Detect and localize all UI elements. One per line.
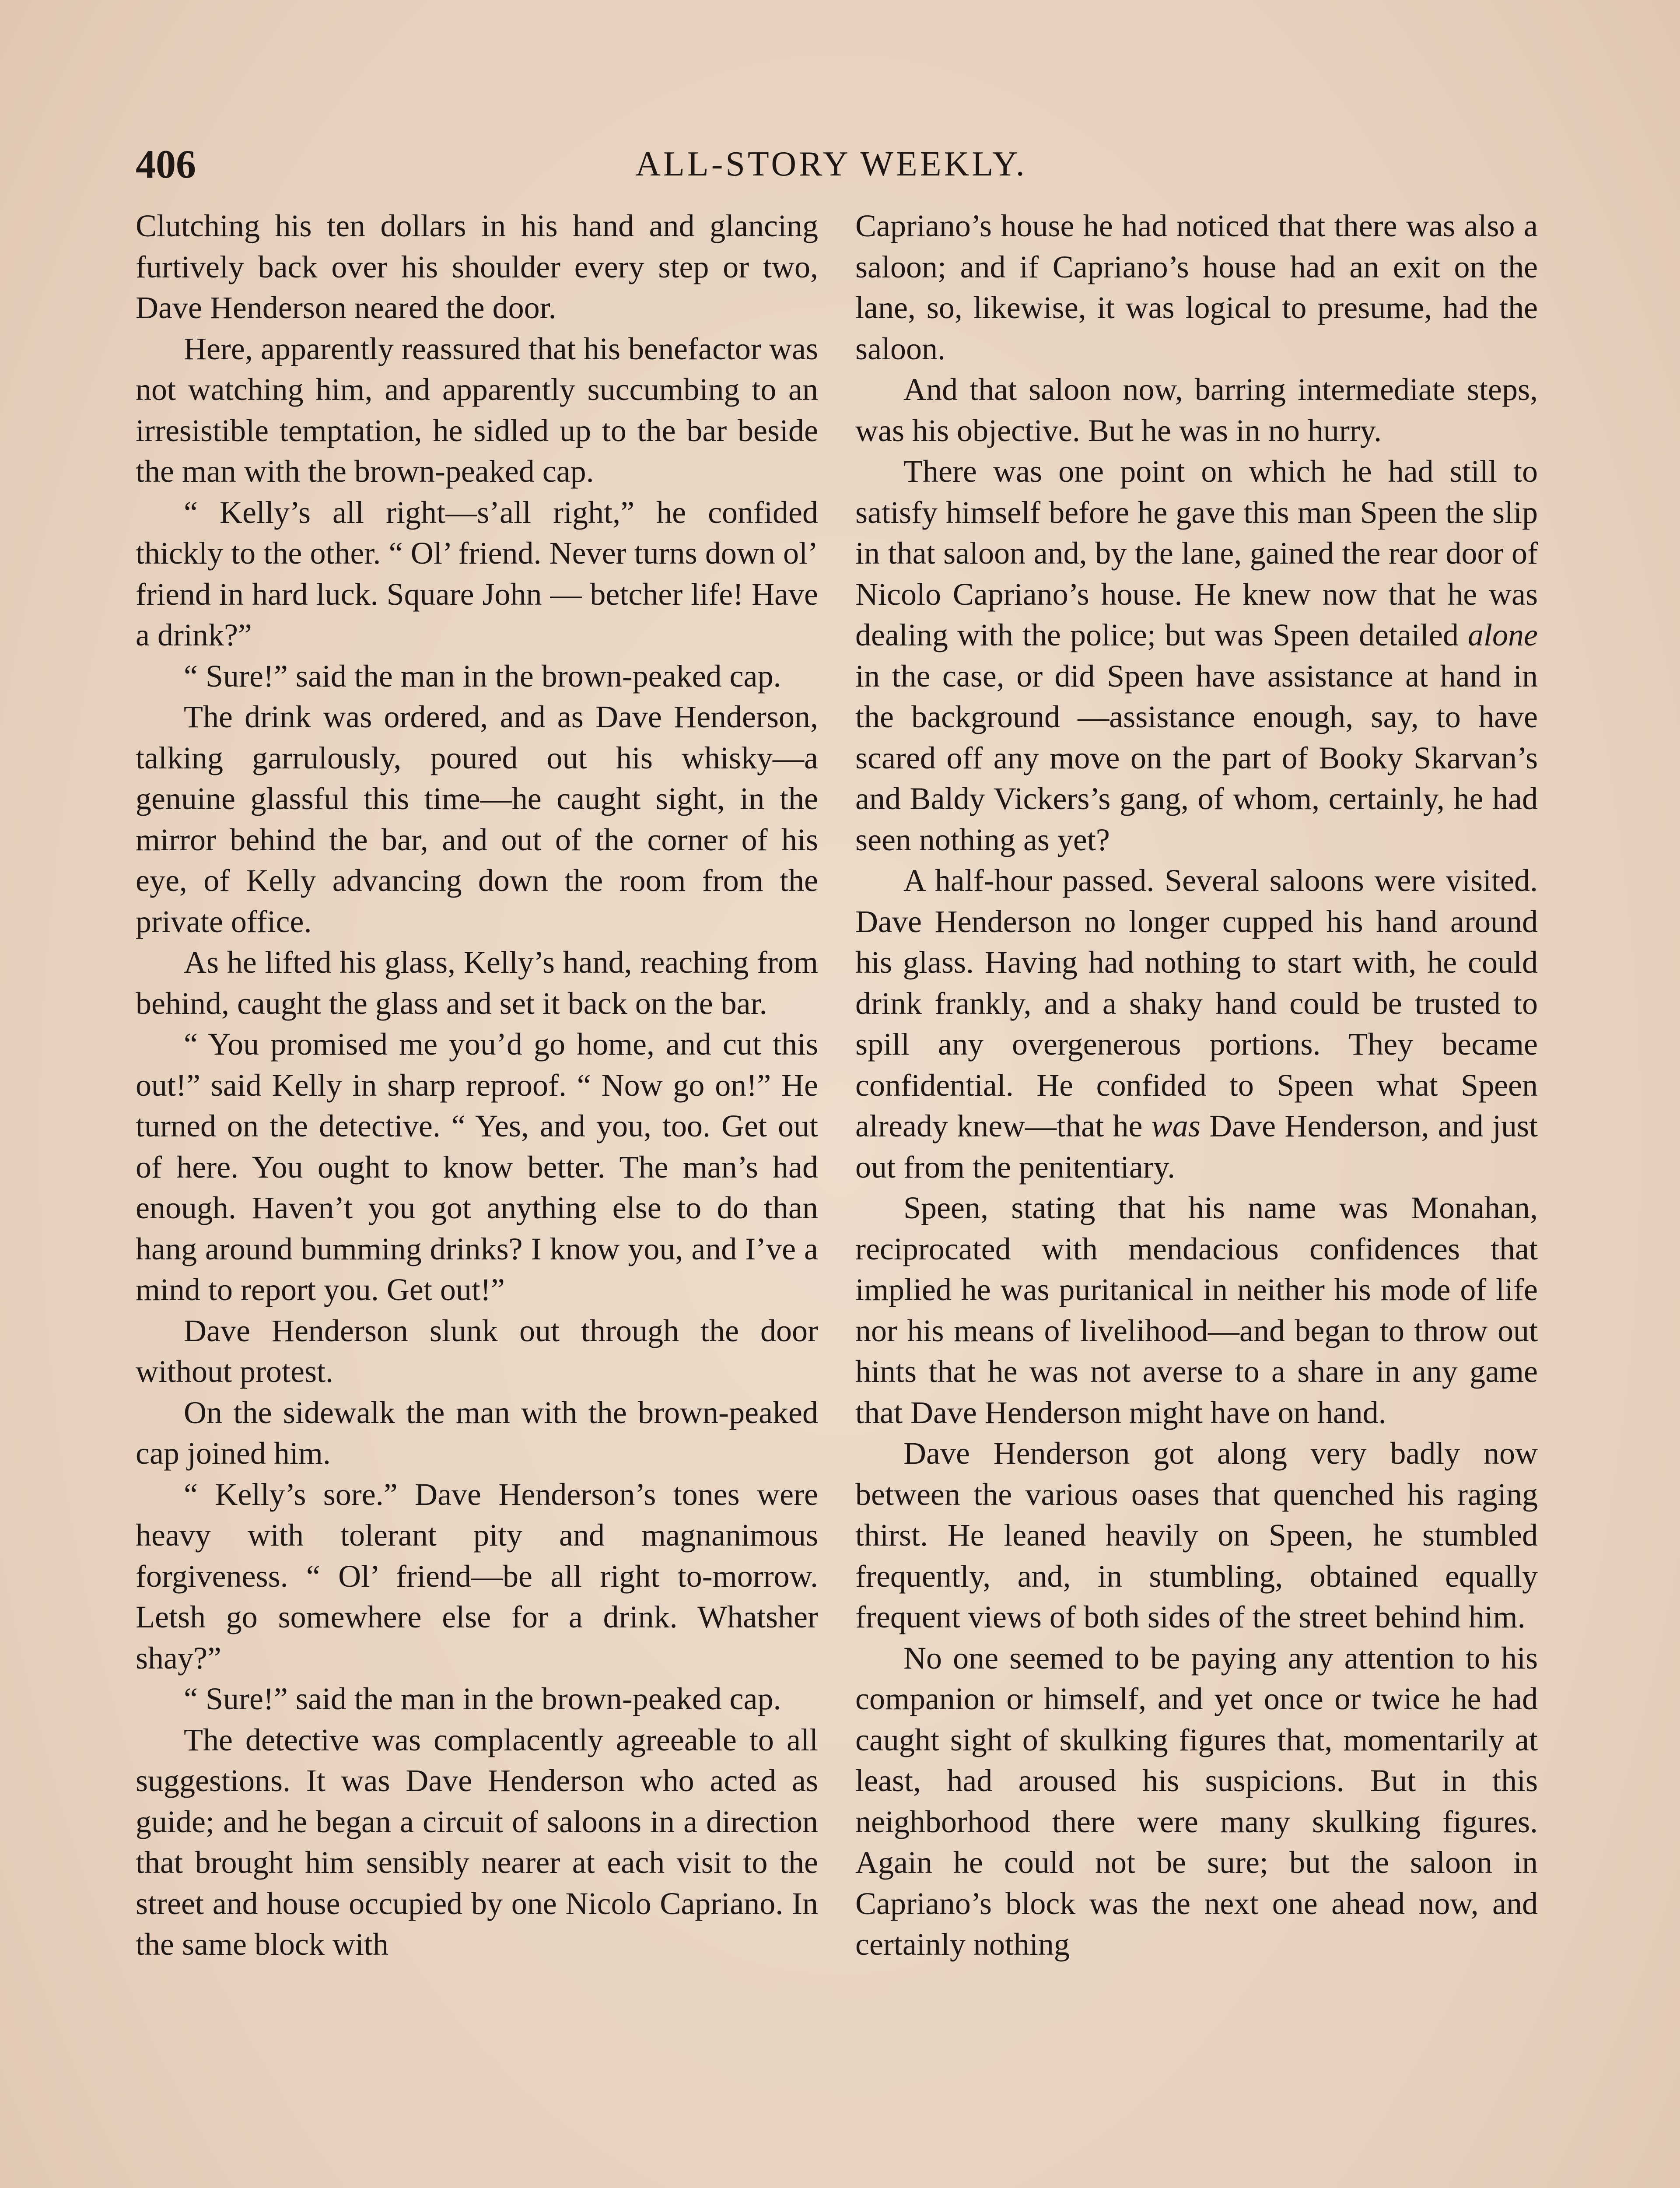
page-number: 406 bbox=[136, 142, 196, 186]
paragraph bbox=[855, 451, 1538, 860]
emphasis: was bbox=[1151, 1108, 1200, 1143]
paragraph: “ Kelly’s all right—s’all right,” he confided thickly to the other. “ Ol’ friend. Never turns down ol’ friend in hard luck. Square John — betcher life! Have a drink?” bbox=[136, 494, 818, 652]
right-column bbox=[855, 206, 1538, 2188]
paragraph bbox=[855, 860, 1538, 1188]
text-run: in the case, or did Speen have assistance at hand in the background —assistance enough, say, to have scared off any move on the part of Booky Skarvan’s and Baldy Vickers’s gang, of whom, certainly, he had seen nothing as yet? bbox=[855, 658, 1538, 857]
left-column bbox=[136, 206, 818, 2188]
text-run: Dave Henderson, and just out from the penitentiary. bbox=[855, 1108, 1538, 1185]
paragraph: “ Kelly’s sore.” Dave Henderson’s tones were heavy with tolerant pity and magnanimous forgiveness. “ Ol’ friend—be all right to-morrow. Letsh go somewhere else for a drink. Whatsher shay?” bbox=[136, 1476, 818, 1676]
text-run: A half-hour passed. Several saloons were visited. Dave Henderson no longer cupped his hand around his glass. Having had nothing to start with, he could drink frankly, and a shaky hand could be trusted to spill any overgenerous portions. They became confidential. He confided to Speen what Speen already knew—that he bbox=[855, 863, 1538, 1143]
paragraph: No one seemed to be paying any attention to his companion or himself, and yet once or twice he had caught sight of skulking figures that, momentarily at least, had aroused his suspicions. But in this neighborhood there were many skulking figures. Again he could not be sure; but the saloon in Capriano’s block was the next one ahead now, and certainly nothing bbox=[855, 1640, 1538, 1962]
paragraph: The detective was complacently agreeable to all suggestions. It was Dave Henderson who acted as guide; and he began a circuit of saloons in a direction that brought him sensibly nearer at each visit to the street and house occupied by one Nicolo Capriano. In the same block with bbox=[136, 1722, 818, 1962]
page-header bbox=[136, 131, 1527, 197]
paragraph: And that saloon now, barring intermediate steps, was his objective. But he was in no hurry. bbox=[855, 372, 1538, 448]
paragraph: As he lifted his glass, Kelly’s hand, reaching from behind, caught the glass and set it back on the bar. bbox=[136, 945, 818, 1021]
paragraph: The drink was ordered, and as Dave Henderson, talking garrulously, poured out his whisky—a genuine glassful this time—he caught sight, in the mirror behind the bar, and out of the corner of his eye, of Kelly advancing down the room from the private office. bbox=[136, 699, 818, 939]
paragraph: Dave Henderson slunk out through the door without protest. bbox=[136, 1313, 818, 1389]
paragraph: “ Sure!” said the man in the brown-peaked cap. bbox=[184, 658, 781, 694]
paragraph: Speen, stating that his name was Monahan, reciprocated with mendacious confidences that implied he was puritanical in neither his mode of life nor his means of livelihood—and began to throw out hints that he was not averse to a share in any game that Dave Henderson might have on hand. bbox=[855, 1190, 1538, 1430]
paragraph: Capriano’s house he had noticed that there was also a saloon; and if Capriano’s house had an exit on the lane, so, likewise, it was logical to presume, had the saloon. bbox=[855, 208, 1538, 366]
paragraph: “ You promised me you’d go home, and cut this out!” said Kelly in sharp reproof. “ Now go on!” He turned on the detective. “ Yes, and you, too. Get out of here. You ought to know better. The man’s had enough. Haven’t you got anything else to do than hang around bumming drinks? I know you, and I’ve a mind to report you. Get out!” bbox=[136, 1027, 818, 1307]
paragraph: Here, apparently reassured that his benefactor was not watching him, and apparently succumbing to an irresistible temptation, he sidled up to the bar beside the man with the brown-peaked cap. bbox=[136, 331, 818, 489]
text-run: There was one point on which he had still to satisfy himself before he gave this man Speen the slip in that saloon and, by the lane, gained the rear door of Nicolo Capriano’s house. He knew now that he was dealing with the police; but was Speen detailed bbox=[855, 454, 1538, 652]
paragraph: “ Sure!” said the man in the brown-peaked cap. bbox=[184, 1681, 781, 1716]
paragraph: Clutching his ten dollars in his hand and glancing furtively back over his shoulder every step or two, Dave Henderson neared the door. bbox=[136, 208, 818, 325]
running-head: ALL-STORY WEEKLY. bbox=[635, 145, 1027, 183]
paragraph: On the sidewalk the man with the brown-peaked cap joined him. bbox=[136, 1395, 818, 1471]
paragraph: Dave Henderson got along very badly now between the various oases that quenched his raging thirst. He leaned heavily on Speen, he stumbled frequently, and, in stumbling, obtained equally frequent views of both sides of the street behind him. bbox=[855, 1436, 1538, 1634]
emphasis: alone bbox=[1468, 617, 1538, 652]
